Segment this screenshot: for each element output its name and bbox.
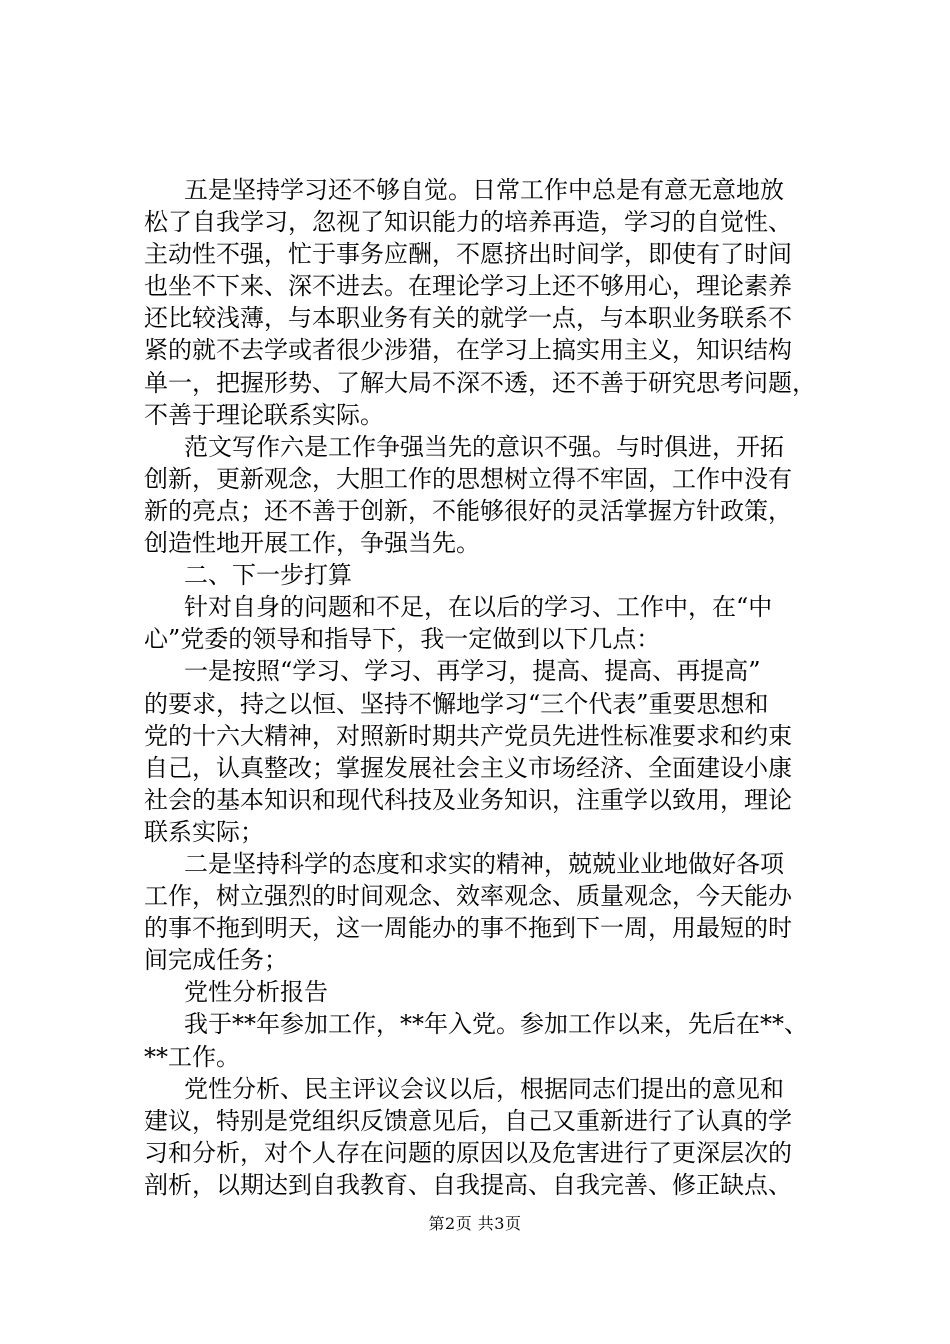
text-line: 也坐不下来、深不进去。在理论学习上还不够用心，理论素养 [144, 272, 792, 301]
text-line: 心”党委的领导和指导下，我一定做到以下几点： [144, 625, 661, 654]
text-line: 剖析，以期达到自我教育、自我提高、自我完善、修正缺点、 [144, 1170, 792, 1199]
text-line: 党的十六大精神，对照新时期共产党员先进性标准要求和约束 [144, 721, 792, 750]
text-line: 创新，更新观念，大胆工作的思想树立得不牢固，工作中没有 [144, 464, 792, 493]
text-line: 一是按照“学习、学习、再学习，提高、提高、再提高” [184, 657, 761, 686]
text-line: 间完成任务； [144, 946, 288, 975]
text-line: 不善于理论联系实际。 [144, 400, 384, 429]
text-line: 范文写作六是工作争强当先的意识不强。与时俱进，开拓 [184, 432, 784, 461]
text-line: 社会的基本知识和现代科技及业务知识，注重学以致用，理论 [144, 785, 792, 814]
text-line: 针对自身的问题和不足，在以后的学习、工作中，在“中 [184, 593, 773, 622]
text-line: 主动性不强，忙于事务应酬，不愿挤出时间学，即使有了时间 [144, 240, 792, 269]
text-line: 习和分析，对个人存在问题的原因以及危害进行了更深层次的 [144, 1138, 792, 1167]
text-line: 新的亮点；还不善于创新，不能够很好的灵活掌握方针政策， [144, 496, 792, 525]
text-line: 还比较浅薄，与本职业务有关的就学一点，与本职业务联系不 [144, 304, 792, 333]
text-line: 松了自我学习，忽视了知识能力的培养再造，学习的自觉性、 [144, 208, 792, 237]
text-line: 的事不拖到明天，这一周能办的事不拖到下一周，用最短的时 [144, 914, 792, 943]
text-line: 联系实际； [144, 817, 264, 846]
text-line: 自己，认真整改；掌握发展社会主义市场经济、全面建设小康 [144, 753, 792, 782]
text-line: 单一，把握形势、了解大局不深不透，还不善于研究思考问题， [144, 368, 816, 397]
page-footer: 第2页 共3页 [428, 1214, 522, 1233]
text-line: **工作。 [144, 1042, 240, 1071]
text-line: 建议，特别是党组织反馈意见后，自己又重新进行了认真的学 [144, 1106, 792, 1135]
text-line: 紧的就不去学或者很少涉猎，在学习上搞实用主义，知识结构 [144, 336, 792, 365]
text-line: 党性分析报告 [184, 978, 328, 1007]
text-line: 我于**年参加工作，**年入党。参加工作以来，先后在**、 [184, 1010, 808, 1039]
text-line: 工作，树立强烈的时间观念、效率观念、质量观念，今天能办 [144, 882, 792, 911]
text-line: 二、下一步打算 [184, 561, 352, 590]
text-line: 五是坚持学习还不够自觉。日常工作中总是有意无意地放 [184, 176, 784, 204]
text-line: 二是坚持科学的态度和求实的精神，兢兢业业地做好各项 [184, 849, 784, 878]
text-line: 党性分析、民主评议会议以后，根据同志们提出的意见和 [184, 1074, 784, 1103]
document-body [144, 174, 830, 1201]
text-line: 的要求，持之以恒、坚持不懈地学习“三个代表”重要思想和 [144, 689, 769, 718]
text-line: 创造性地开展工作，争强当先。 [144, 529, 480, 558]
